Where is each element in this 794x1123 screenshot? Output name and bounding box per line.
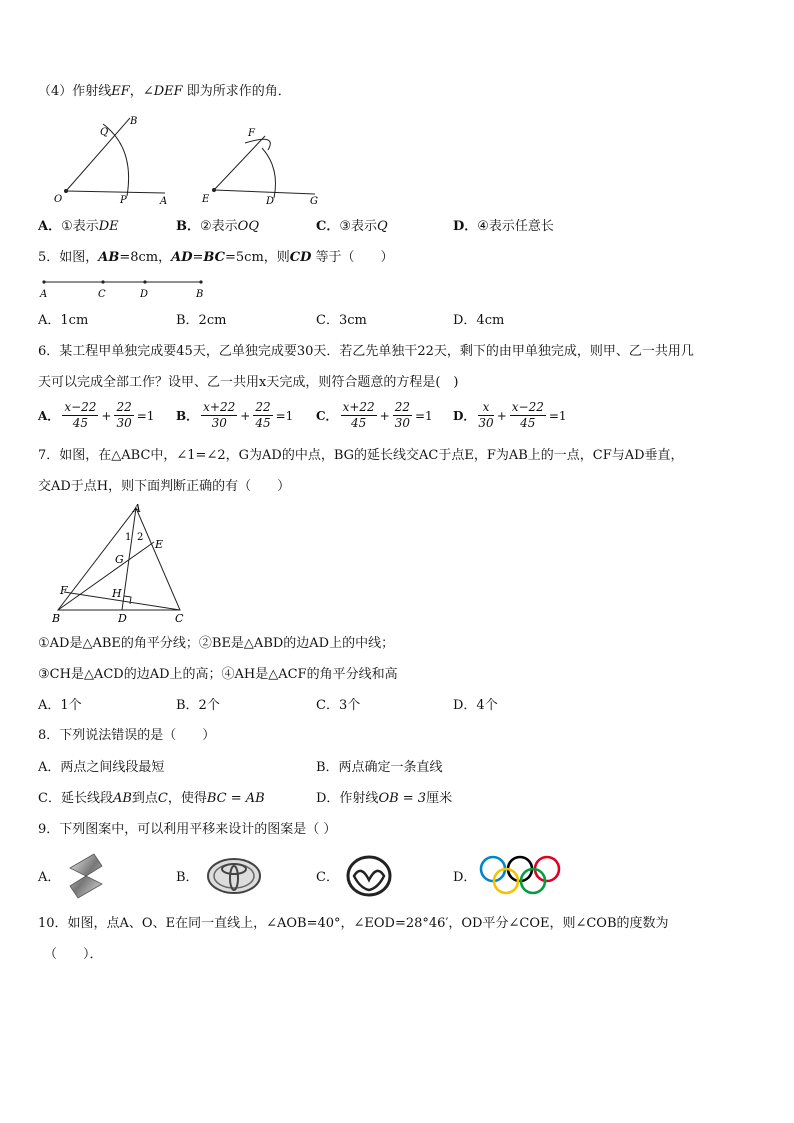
numerator: x−22 bbox=[64, 400, 97, 414]
option-text: 到点 bbox=[131, 791, 158, 806]
numerator: 22 bbox=[255, 400, 271, 414]
option-text: ③表示 bbox=[339, 219, 378, 234]
option-text: D．作射线 bbox=[316, 791, 379, 806]
numerator: x bbox=[478, 400, 493, 416]
label-a: A bbox=[160, 196, 168, 207]
q5-cd: CD bbox=[289, 250, 312, 265]
label-g: G bbox=[310, 196, 318, 207]
rhs: =1 bbox=[275, 408, 294, 423]
option-math: OQ bbox=[237, 219, 259, 234]
fraction bbox=[341, 400, 377, 431]
numerator: x+22 bbox=[342, 400, 375, 414]
plus-sign: + bbox=[379, 408, 390, 423]
q5-eq: = bbox=[192, 250, 204, 265]
q5-stem bbox=[38, 250, 394, 266]
denominator: 45 bbox=[255, 416, 271, 430]
q10-line-2: （ ）． bbox=[44, 947, 103, 962]
option-text: C．延长线段 bbox=[38, 791, 113, 806]
plus-sign: + bbox=[240, 408, 251, 423]
numerator: x−22 bbox=[511, 400, 544, 414]
fraction bbox=[393, 400, 412, 431]
numerator: x+22 bbox=[203, 400, 236, 414]
suzuki-logo-icon bbox=[64, 852, 108, 900]
option-text: ④表示任意长 bbox=[477, 219, 554, 234]
arc-d bbox=[262, 148, 276, 198]
q9-option-d-label[interactable]: D． bbox=[453, 870, 477, 885]
numerator: 22 bbox=[116, 400, 132, 414]
label-angle-2: 2 bbox=[137, 532, 144, 543]
q4-option-d[interactable] bbox=[453, 219, 554, 235]
rhs: =1 bbox=[136, 408, 155, 423]
q7-option-c[interactable]: C．3个 bbox=[316, 698, 361, 713]
option-math: C bbox=[157, 791, 168, 806]
q7-statement-1: ①AD是△ABE的角平分线；②BE是△ABD的边AD上的中线； bbox=[38, 636, 395, 651]
q9-option-a-label[interactable]: A． bbox=[38, 870, 61, 885]
point-b bbox=[199, 280, 202, 283]
plus-sign: + bbox=[496, 408, 507, 423]
q6-option-c[interactable] bbox=[316, 400, 433, 431]
option-math: OB = 3 bbox=[378, 791, 427, 806]
q4-comma: ， bbox=[129, 84, 143, 99]
q7-statement-2: ③CH是△ACD的边AD上的高；④AH是△ACF的角平分线和高 bbox=[38, 667, 398, 682]
q5-ab-val: =8cm， bbox=[119, 250, 172, 265]
fraction bbox=[253, 400, 272, 431]
label-a: A bbox=[40, 289, 48, 300]
label-c: C bbox=[98, 289, 106, 300]
option-math: BC = AB bbox=[206, 791, 265, 806]
mazda-logo-icon bbox=[346, 854, 392, 898]
q7-option-a[interactable]: A．1个 bbox=[38, 698, 82, 713]
denominator: 45 bbox=[520, 416, 536, 430]
q6-option-a[interactable] bbox=[38, 400, 154, 431]
denominator: 45 bbox=[72, 416, 88, 430]
q4-figure-2 bbox=[213, 136, 316, 198]
denominator: 30 bbox=[116, 416, 132, 430]
fraction bbox=[478, 400, 493, 431]
option-letter: B． bbox=[176, 408, 199, 423]
label-o: O bbox=[54, 194, 63, 205]
label-b: B bbox=[196, 289, 204, 300]
toyota-logo-icon bbox=[206, 856, 262, 896]
segment-be bbox=[58, 542, 154, 610]
q4-option-a[interactable] bbox=[38, 219, 119, 235]
q5-tail: 等于（ ） bbox=[315, 250, 394, 265]
option-letter: D． bbox=[453, 219, 478, 234]
point-a bbox=[42, 280, 45, 283]
denominator: 30 bbox=[478, 416, 494, 430]
option-text: ①表示 bbox=[61, 219, 99, 234]
q5-option-a[interactable]: A．1cm bbox=[38, 313, 89, 328]
label-e: E bbox=[155, 538, 164, 551]
option-letter: D． bbox=[453, 408, 476, 423]
q7-line-1: 7．如图，在△ABC中，∠1=∠2，G为AD的中点，BG的延长线交AC于点E，F为AB上的一点，CF与AD垂直， bbox=[38, 448, 684, 463]
label-q: Q bbox=[100, 127, 109, 138]
q5-segment-figure bbox=[36, 274, 216, 302]
q4-figure-1 bbox=[65, 118, 166, 196]
numerator: 22 bbox=[394, 400, 410, 414]
label-f: F bbox=[248, 128, 255, 139]
q4-option-c[interactable] bbox=[316, 219, 388, 235]
q4-tail: 即为所求作的角． bbox=[186, 84, 291, 99]
q8-stem: 8．下列说法错误的是（ ） bbox=[38, 728, 216, 743]
q4-step-line bbox=[38, 84, 291, 100]
q6-option-d[interactable] bbox=[453, 400, 567, 431]
q5-option-c[interactable]: C．3cm bbox=[316, 313, 367, 328]
option-letter: C． bbox=[316, 408, 338, 423]
q7-option-b[interactable]: B．2个 bbox=[176, 698, 220, 713]
fraction bbox=[201, 400, 237, 431]
option-math: AB bbox=[112, 791, 132, 806]
label-a: A bbox=[133, 502, 141, 515]
q4-ef: EF bbox=[111, 84, 130, 99]
option-letter: A． bbox=[38, 408, 60, 423]
label-f: F bbox=[60, 584, 68, 597]
label-angle-1: 1 bbox=[125, 532, 132, 543]
q9-option-b-label[interactable]: B． bbox=[176, 870, 199, 885]
ray-oa bbox=[66, 191, 165, 193]
rhs: =1 bbox=[548, 408, 567, 423]
point-e bbox=[213, 189, 216, 192]
q8-option-c[interactable] bbox=[38, 791, 265, 807]
olympic-rings-icon bbox=[478, 854, 562, 896]
arc-f bbox=[245, 139, 270, 150]
q5-option-b[interactable]: B．2cm bbox=[176, 313, 227, 328]
ray-ob bbox=[66, 118, 130, 191]
q8-option-a[interactable]: A．两点之间线段最短 bbox=[38, 760, 165, 775]
q5-option-d[interactable]: D．4cm bbox=[453, 313, 505, 328]
q9-stem: 9．下列图案中，可以利用平移来设计的图案是（ ） bbox=[38, 822, 337, 837]
fraction bbox=[510, 400, 546, 431]
label-g: G bbox=[115, 553, 124, 566]
label-h: H bbox=[112, 587, 122, 600]
q5-ad: AD bbox=[171, 250, 193, 265]
option-math: DE bbox=[98, 219, 119, 234]
q5-bc: BC bbox=[203, 250, 225, 265]
q7-option-d[interactable]: D．4个 bbox=[453, 698, 498, 713]
label-e: E bbox=[202, 194, 210, 205]
option-letter: C． bbox=[316, 219, 340, 234]
q6-line-2: 天可以完成全部工作？设甲、乙一共用x天完成，则符合题意的方程是( ) bbox=[38, 375, 459, 390]
q10-line-1: 10．如图，点A、O、E在同一直线上，∠AOB=40°，∠EOD=28°46′，OD平分∠COE，则∠COB的度数为 bbox=[38, 916, 669, 931]
q8-option-d[interactable] bbox=[316, 791, 452, 807]
q4-figures bbox=[40, 108, 340, 208]
q9-option-c-label[interactable]: C． bbox=[316, 870, 339, 885]
q7-line-2: 交AD于点H，则下面判断正确的有（ ） bbox=[38, 479, 291, 494]
q4-step-text: （4）作射线 bbox=[38, 84, 112, 99]
q5-bc-val: =5cm，则 bbox=[225, 250, 290, 265]
point-o bbox=[65, 190, 68, 193]
rhs: =1 bbox=[415, 408, 433, 423]
option-letter: B． bbox=[176, 219, 200, 234]
label-p: P bbox=[120, 195, 127, 206]
fraction bbox=[114, 400, 133, 431]
option-text: 厘米 bbox=[426, 791, 453, 806]
denominator: 30 bbox=[211, 416, 227, 430]
label-b: B bbox=[52, 612, 61, 625]
q6-line-1: 6．某工程甲单独完成要45天，乙单独完成要30天．若乙先单独干22天，剩下的由甲单独完成，则甲、乙一共用几 bbox=[38, 344, 694, 359]
q6-option-b[interactable] bbox=[176, 400, 293, 431]
option-letter: A． bbox=[38, 219, 62, 234]
denominator: 30 bbox=[394, 416, 410, 430]
right-angle-mark bbox=[124, 596, 131, 604]
label-d: D bbox=[118, 612, 127, 625]
option-math: Q bbox=[377, 219, 388, 234]
q4-angle: ∠DEF bbox=[142, 84, 183, 99]
q8-option-b[interactable]: B．两点确定一条直线 bbox=[316, 760, 443, 775]
q7-triangle-figure bbox=[40, 500, 200, 625]
fraction bbox=[62, 400, 98, 431]
label-b: B bbox=[130, 116, 138, 127]
label-d: D bbox=[140, 289, 149, 300]
q5-stem-pre: 5．如图， bbox=[38, 250, 99, 265]
option-text: ②表示 bbox=[200, 219, 238, 234]
q5-ab: AB bbox=[98, 250, 120, 265]
label-c: C bbox=[175, 612, 184, 625]
label-d: D bbox=[266, 196, 275, 207]
q4-option-b[interactable] bbox=[176, 219, 259, 235]
ray-eg bbox=[214, 190, 315, 194]
point-d bbox=[143, 280, 146, 283]
denominator: 45 bbox=[350, 416, 367, 430]
option-text: ，使得 bbox=[167, 791, 207, 806]
plus-sign: + bbox=[101, 408, 112, 423]
ray-ef bbox=[214, 136, 265, 190]
point-c bbox=[101, 280, 104, 283]
